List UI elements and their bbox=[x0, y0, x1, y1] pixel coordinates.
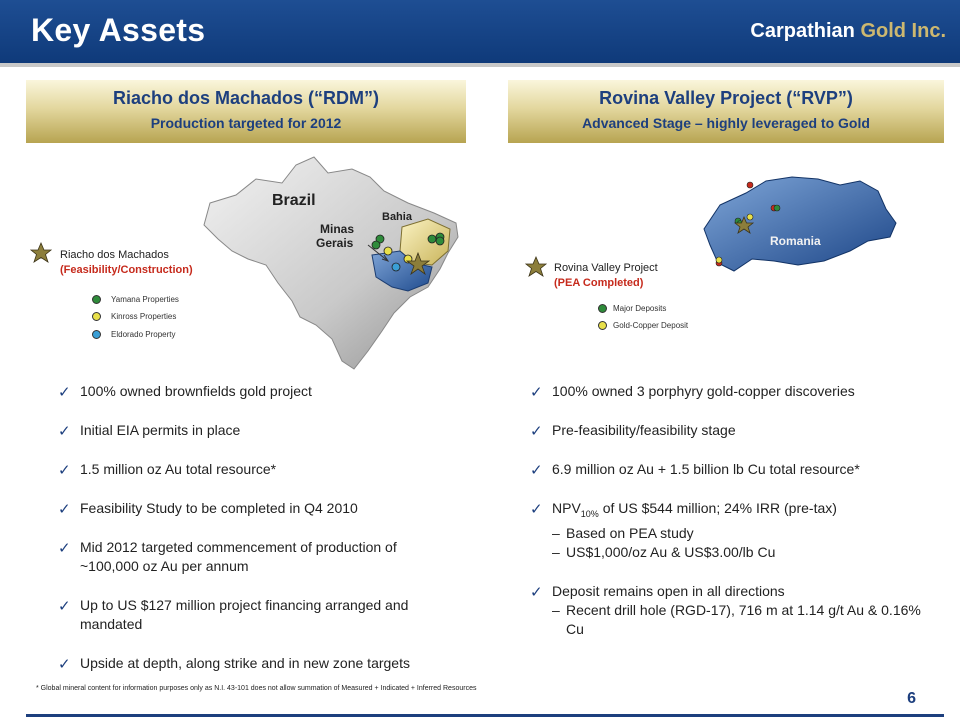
project-star-icon bbox=[30, 242, 52, 264]
header-bar bbox=[0, 0, 960, 63]
check-icon: ✓ bbox=[530, 583, 543, 601]
rvp-banner-title: Rovina Valley Project (“RVP”) bbox=[599, 88, 853, 108]
bullet-text: Deposit remains open in all directions bbox=[552, 582, 785, 599]
footnote: * Global mineral content for information purposes only as N.I. 43-101 does not allow summation of Measured + Indicated + Inferred Resources bbox=[36, 685, 477, 692]
bullet-text: 6.9 million oz Au + 1.5 billion lb Cu total resource* bbox=[552, 461, 860, 477]
sub-bullet: – Based on PEA study bbox=[552, 524, 694, 541]
minas-gerais-label-line1: Minas bbox=[320, 222, 355, 236]
footer-divider bbox=[26, 714, 944, 717]
npv-discount-rate: 10% bbox=[580, 508, 599, 519]
rdm-highlights-list bbox=[58, 382, 458, 673]
minas-gerais-label-line2: Gerais bbox=[316, 236, 354, 250]
list-item bbox=[58, 499, 458, 518]
check-icon: ✓ bbox=[530, 384, 543, 401]
bullet-text: 100% owned brownfields gold project bbox=[80, 383, 312, 399]
rdm-banner-title: Riacho dos Machados (“RDM”) bbox=[112, 88, 380, 108]
legend-eldorado: Eldorado Property bbox=[111, 330, 176, 339]
yamana-legend-dot-icon bbox=[92, 295, 101, 304]
kinross-property-marker bbox=[384, 247, 392, 255]
bullet-text: Pre-feasibility/feasibility stage bbox=[552, 422, 736, 438]
page-title: Key Assets bbox=[31, 12, 206, 48]
rvp-banner bbox=[508, 80, 944, 143]
check-icon: ✓ bbox=[58, 598, 71, 615]
yamana-property-marker bbox=[436, 237, 444, 245]
check-icon: ✓ bbox=[530, 462, 543, 479]
rdm-map-legend bbox=[30, 242, 230, 347]
legend-kinross: Kinross Properties bbox=[111, 312, 177, 321]
check-icon: ✓ bbox=[58, 384, 71, 401]
bullet-text: Up to US $127 million project financing arranged and mandated bbox=[80, 597, 409, 632]
check-icon: ✓ bbox=[530, 501, 543, 518]
eldorado-property-marker bbox=[392, 263, 400, 271]
bullet-text: 100% owned 3 porphyry gold-copper discoveries bbox=[552, 383, 855, 399]
check-icon: ✓ bbox=[58, 501, 71, 518]
rvp-banner-subtitle: Advanced Stage – highly leveraged to Gold bbox=[582, 115, 870, 131]
rdm-legend-status: (Feasibility/Construction) bbox=[60, 264, 193, 276]
sub-bullet-text: Recent drill hole (RGD-17), 716 m at 1.14 g/t Au & 0.16% Cu bbox=[566, 601, 921, 637]
list-item bbox=[530, 382, 930, 401]
major-deposit-marker bbox=[747, 182, 753, 188]
brand-name-part1: Carpathian bbox=[750, 20, 855, 42]
check-icon: ✓ bbox=[58, 540, 71, 557]
bahia-label: Bahia bbox=[382, 211, 412, 223]
bullet-text: Upside at depth, along strike and in new zone targets bbox=[80, 655, 410, 671]
bullet-text: Feasibility Study to be completed in Q4 2010 bbox=[80, 500, 358, 516]
npv-label: NPV bbox=[552, 500, 581, 516]
sub-bullet: – Recent drill hole (RGD-17), 716 m at 1.14 g/t Au & 0.16% Cu bbox=[552, 601, 921, 637]
yamana-property-marker bbox=[372, 241, 380, 249]
check-icon: ✓ bbox=[58, 462, 71, 479]
legend-yamana: Yamana Properties bbox=[111, 295, 179, 304]
sub-bullet-text: Based on PEA study bbox=[566, 524, 694, 541]
rdm-legend-project: Riacho dos Machados bbox=[60, 249, 169, 261]
project-star-icon bbox=[525, 256, 547, 278]
bullet-text: Mid 2012 targeted commencement of production of ~100,000 oz Au per annum bbox=[80, 539, 397, 574]
brand-name-part2: Gold Inc. bbox=[860, 20, 946, 42]
rvp-map-legend bbox=[525, 256, 725, 336]
rvp-highlights-list bbox=[530, 382, 930, 639]
rdm-banner bbox=[26, 80, 466, 143]
list-item bbox=[58, 382, 458, 401]
yamana-property-marker bbox=[428, 235, 436, 243]
list-item bbox=[58, 421, 458, 440]
company-logo bbox=[750, 20, 946, 43]
list-item bbox=[58, 596, 458, 634]
check-icon: ✓ bbox=[58, 423, 71, 440]
gold-copper-legend-dot-icon bbox=[598, 321, 607, 330]
check-icon: ✓ bbox=[58, 656, 71, 673]
romania-map-shape bbox=[700, 175, 900, 275]
list-item bbox=[58, 460, 458, 479]
brazil-map-shape bbox=[196, 155, 466, 375]
romania-map bbox=[700, 175, 900, 275]
gold-copper-deposit-marker bbox=[747, 214, 753, 220]
legend-major-deposits: Major Deposits bbox=[613, 304, 667, 313]
major-deposit-marker bbox=[774, 205, 780, 211]
page-number: 6 bbox=[907, 690, 916, 707]
bullet-text bbox=[552, 500, 837, 519]
list-item bbox=[530, 582, 930, 639]
list-item bbox=[530, 460, 930, 479]
bullet-text: 1.5 million oz Au total resource* bbox=[80, 461, 277, 477]
rdm-banner-subtitle: Production targeted for 2012 bbox=[150, 115, 342, 131]
rvp-legend-status: (PEA Completed) bbox=[554, 277, 644, 289]
list-item bbox=[530, 421, 930, 440]
brazil-map bbox=[196, 155, 466, 375]
check-icon: ✓ bbox=[530, 423, 543, 440]
brazil-label: Brazil bbox=[272, 192, 316, 209]
list-item bbox=[58, 654, 458, 673]
list-item bbox=[58, 538, 458, 576]
list-item bbox=[530, 499, 930, 562]
romania-label: Romania bbox=[770, 234, 821, 248]
bullet-text: Initial EIA permits in place bbox=[80, 422, 241, 438]
sub-bullet: – US$1,000/oz Au & US$3.00/lb Cu bbox=[552, 543, 776, 560]
major-deposits-legend-dot-icon bbox=[598, 304, 607, 313]
eldorado-legend-dot-icon bbox=[92, 330, 101, 339]
header-divider bbox=[0, 63, 960, 67]
rvp-legend-project: Rovina Valley Project bbox=[554, 262, 658, 274]
legend-gold-copper: Gold-Copper Deposit bbox=[613, 321, 689, 330]
sub-bullet-text: US$1,000/oz Au & US$3.00/lb Cu bbox=[566, 543, 776, 560]
npv-value-text: of US $544 million; 24% IRR (pre-tax) bbox=[598, 500, 837, 516]
kinross-legend-dot-icon bbox=[92, 312, 101, 321]
